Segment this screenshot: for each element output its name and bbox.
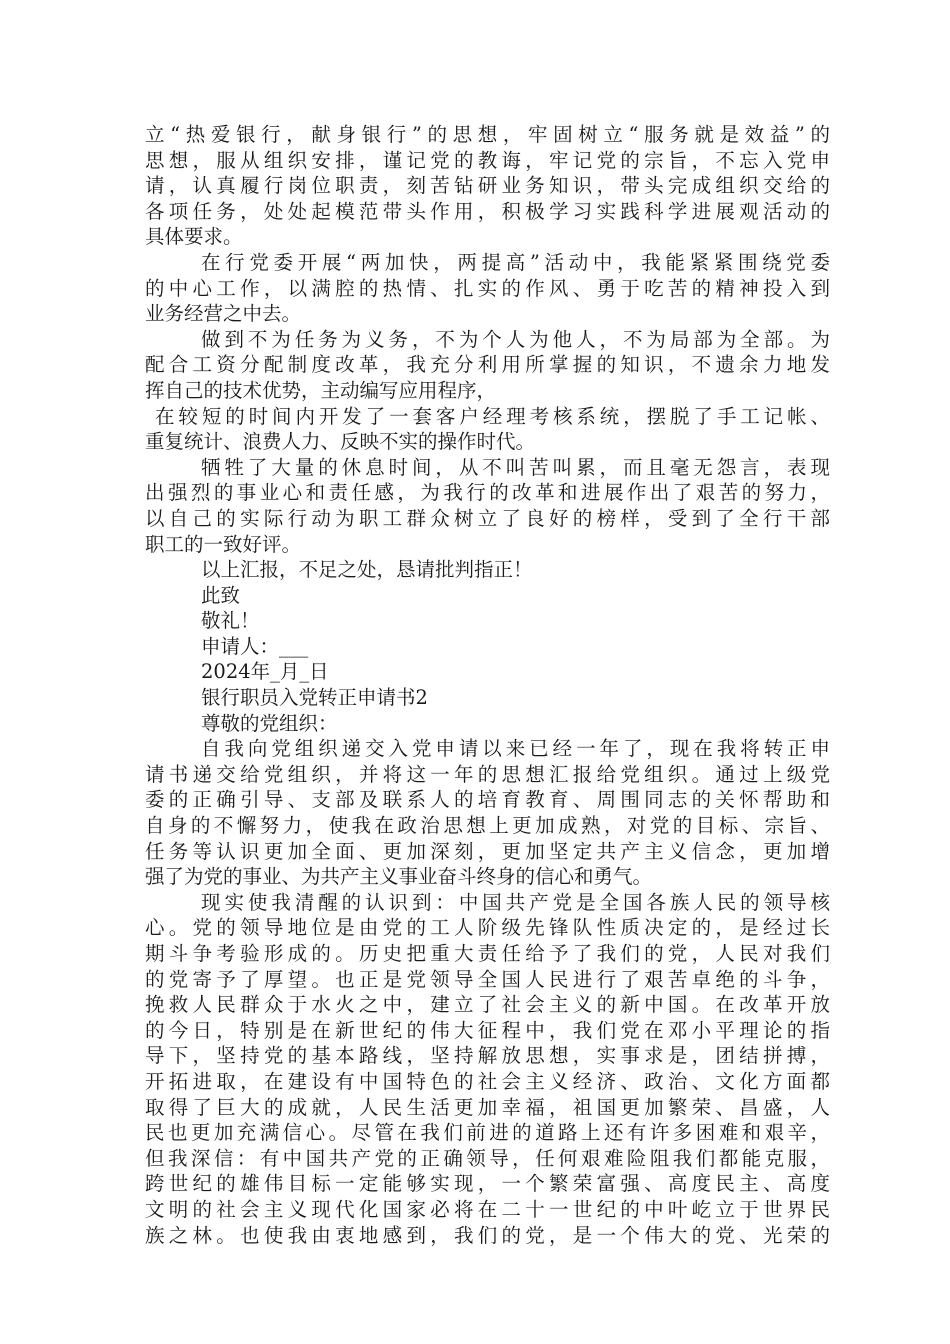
text-line: 各项任务，处处起模范带头作用，积极学习实践科学进展观活动的 (145, 199, 830, 223)
section-title: 银行职员入党转正申请书2 (201, 686, 428, 710)
text-line: 跨世纪的雄伟目标一定能够实现，一个繁荣富强、高度民主、高度 (145, 1172, 830, 1196)
text-line: 具体要求。 (145, 225, 243, 249)
text-line: 在行党委开展“两加快，两提高”活动中，我能紧紧围绕党委 (201, 250, 830, 274)
text-line: 以上汇报，不足之处，恳请批判指正！ (201, 558, 533, 582)
text-line: 开拓进取，在建设有中国特色的社会主义经济、政治、文化方面都 (145, 1069, 830, 1093)
text-line: 的今日，特别是在新世纪的伟大征程中，我们党在邓小平理论的指 (145, 1018, 830, 1042)
text-line: 牺牲了大量的休息时间，从不叫苦叫累，而且毫无怨言，表现 (201, 455, 830, 479)
salutation: 尊敬的党组织： (201, 711, 338, 735)
text-line: 自我向党组织递交入党申请以来已经一年了，现在我将转正申 (201, 737, 830, 761)
text-line: 的中心工作，以满腔的热情、扎实的作风、勇于吃苦的精神投入到 (145, 276, 830, 300)
text-line: 做到不为任务为义务，不为个人为他人，不为局部为全部。为 (201, 327, 830, 351)
text-line: 取得了巨大的成就，人民生活更加幸福，祖国更加繁荣、昌盛，人 (145, 1095, 830, 1119)
text-line: 强了为党的事业、为共产主义事业奋斗终身的信心和勇气。 (145, 865, 653, 889)
text-line: 职工的一致好评。 (145, 532, 302, 556)
text-line: 心。党的领导地位是由党的工人阶级先锋队性质决定的，是经过长 (145, 916, 830, 940)
text-line: 出强烈的事业心和责任感，为我行的改革和进展作出了艰苦的努力， (145, 481, 830, 505)
text-line: 挽救人民群众于水火之中，建立了社会主义的新中国。在改革开放 (145, 993, 830, 1017)
text-line: 文明的社会主义现代化国家必将在二十一世纪的中叶屹立于世界民 (145, 1197, 830, 1221)
text-line: 思想，服从组织安排，谨记党的教诲，牢记党的宗旨，不忘入党申 (145, 148, 830, 172)
text-line: 业务经营之中去。 (145, 302, 302, 326)
text-line: 现实使我清醒的认识到：中国共产党是全国各族人民的领导核 (201, 890, 830, 914)
text-line: 民也更加充满信心。尽管在我们前进的道路上还有许多困难和艰辛， (145, 1121, 830, 1145)
text-line: 在较短的时间内开发了一套客户经理考核系统，摆脱了手工记帐、 (155, 404, 830, 428)
text-line: 期斗争考验形成的。历史把重大责任给予了我们的党，人民对我们 (145, 942, 830, 965)
closing-line: 此致 (201, 583, 241, 607)
date-line: 2024年_月_日 (201, 660, 329, 684)
text-line: 立“热爱银行，献身银行”的思想，牢固树立“服务就是效益”的 (145, 123, 830, 146)
text-line: 配合工资分配制度改革，我充分利用所掌握的知识，不遗余力地发 (145, 353, 830, 377)
text-line: 导下，坚持党的基本路线，坚持解放思想，实事求是，团结拼搏， (145, 1044, 830, 1068)
applicant-line: 申请人：___ (201, 634, 309, 658)
text-line: 族之林。也使我由衷地感到，我们的党，是一个伟大的党、光荣的 (145, 1223, 830, 1247)
text-line: 以自己的实际行动为职工群众树立了良好的榜样，受到了全行干部 (145, 506, 830, 530)
text-line: 自身的不懈努力，使我在政治思想上更加成熟，对党的目标、宗旨、 (145, 814, 830, 838)
text-line: 但我深信：有中国共产党的正确领导，任何艰难险阻我们都能克服， (145, 1146, 830, 1170)
document-page (145, 122, 830, 1248)
text-line: 任务等认识更加全面、更加深刻，更加坚定共产主义信念，更加增 (145, 839, 830, 863)
text-line: 重复统计、浪费人力、反映不实的操作时代。 (145, 430, 536, 454)
text-line: 挥自己的技术优势，主动编写应用程序， (145, 378, 497, 402)
closing-line: 敬礼！ (201, 609, 260, 633)
text-line: 委的正确引导、支部及联系人的培育教育、周围同志的关怀帮助和 (145, 788, 830, 812)
text-line: 请书递交给党组织，并将这一年的思想汇报给党组织。通过上级党 (145, 762, 830, 786)
text-line: 的党寄予了厚望。也正是党领导全国人民进行了艰苦卓绝的斗争， (145, 967, 830, 991)
text-line: 请，认真履行岗位职责，刻苦钻研业务知识，带头完成组织交给的 (145, 174, 830, 198)
